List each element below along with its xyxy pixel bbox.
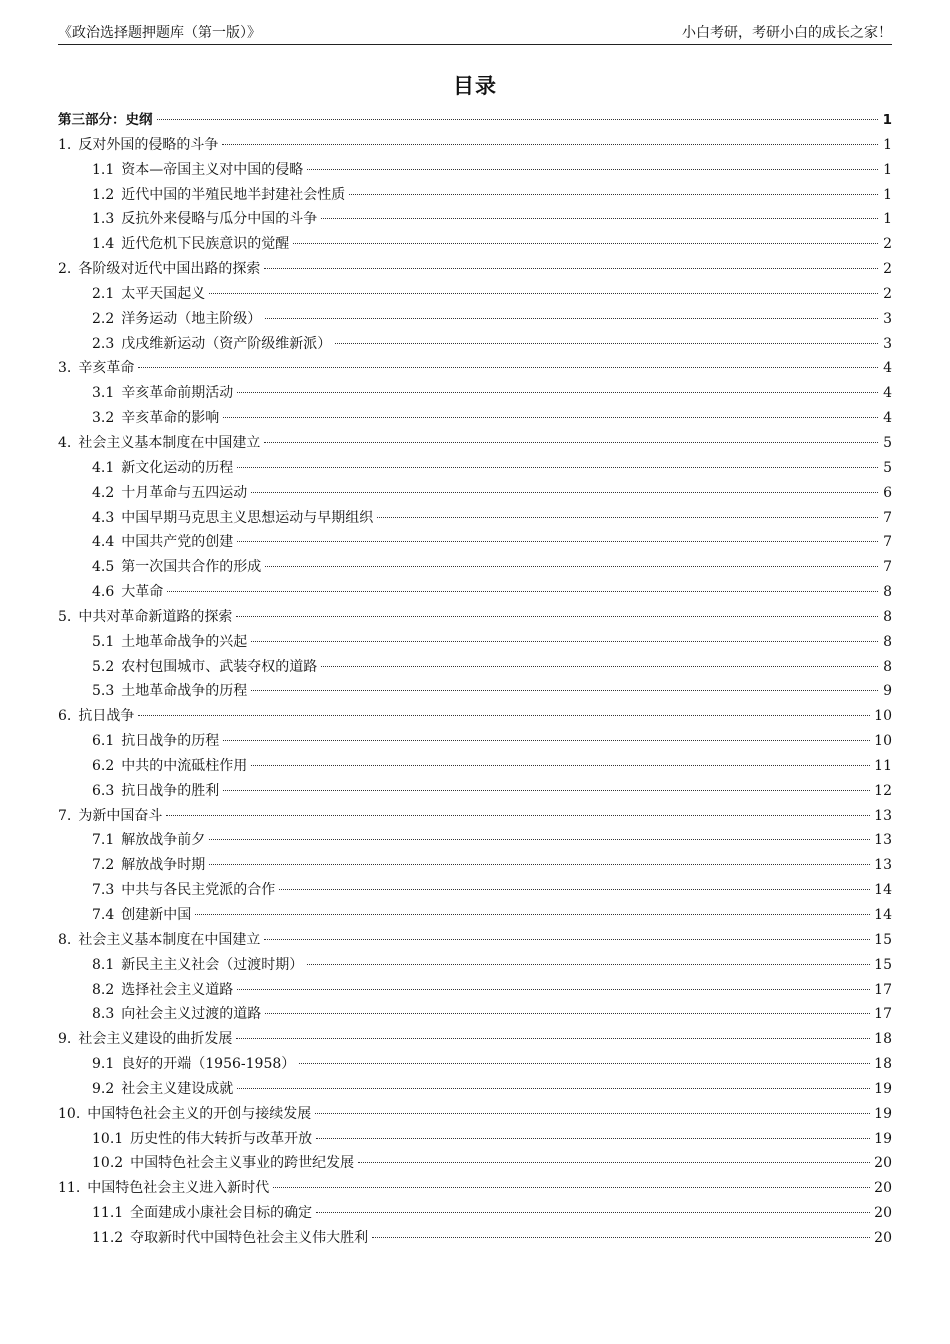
toc-entry-label: 中共对革命新道路的探索 [78,608,233,625]
toc-entry-number: 8.2 [92,981,115,998]
toc-page-number: 10 [874,733,892,750]
toc-entry-number: 2.1 [92,285,115,302]
page-title: 目录 [453,74,497,98]
toc-entry-label: 中共与各民主党派的合作 [121,882,276,899]
toc-entry-label: 新民主主义社会（过渡时期） [121,956,304,973]
toc-page-number: 18 [874,1056,892,1073]
toc-section-entry[interactable] [58,207,892,232]
toc-section-entry[interactable] [58,903,892,928]
toc-page-number: 13 [874,807,892,824]
toc-entry-number: 6.3 [92,782,115,799]
toc-dot-leader [237,541,878,542]
toc-chapter-entry[interactable] [58,704,892,729]
toc-page-number: 20 [874,1205,892,1222]
toc-section-entry[interactable] [58,655,892,680]
toc-entry-number: 1. [58,136,72,153]
toc-entry-label: 中国特色社会主义事业的跨世纪发展 [130,1155,355,1172]
toc-entry-label: 太平天国起义 [121,285,206,302]
toc-page-number: 1 [883,186,892,203]
toc-entry-label: 辛亥革命的影响 [121,410,220,427]
toc-entry-number: 5.2 [92,658,115,675]
toc-page-number: 9 [883,683,892,700]
toc-entry-number: 4.6 [92,584,115,601]
toc-dot-leader [138,367,878,368]
toc-entry-label: 新文化运动的历程 [121,459,234,476]
toc-section-entry[interactable] [58,506,892,531]
toc-entry-label: 抗日战争的胜利 [121,782,220,799]
toc-section-entry[interactable] [58,679,892,704]
toc-dot-leader [307,169,878,170]
toc-entry-number: 4.2 [92,484,115,501]
toc-page-number: 10 [874,708,892,725]
toc-page-number: 8 [883,658,892,675]
toc-section-entry[interactable] [58,183,892,208]
toc-dot-leader [209,293,878,294]
toc-dot-leader [265,318,878,319]
toc-page-number: 8 [883,584,892,601]
toc-section-entry[interactable] [58,953,892,978]
toc-entry-label: 解放战争前夕 [121,832,206,849]
toc-entry-label: 选择社会主义道路 [121,981,234,998]
toc-page-number: 7 [883,559,892,576]
toc-entry-number: 9.2 [92,1080,115,1097]
toc-dot-leader [316,1212,870,1213]
toc-entry-number: 5. [58,608,72,625]
toc-chapter-entry[interactable] [58,1176,892,1201]
toc-entry-number: 2.2 [92,310,115,327]
toc-entry-number: 10. [58,1105,81,1122]
toc-entry-label: 抗日战争的历程 [121,733,220,750]
toc-entry-label: 社会主义建设成就 [121,1080,234,1097]
toc-entry-number: 2. [58,261,72,278]
toc-entry-label: 夺取新时代中国特色社会主义伟大胜利 [130,1229,369,1246]
toc-entry-number: 7.3 [92,882,115,899]
toc-entry-label: 土地革命战争的兴起 [121,633,248,650]
toc-dot-leader [358,1162,870,1163]
toc-entry-number: 10.1 [92,1130,124,1147]
toc-section-entry[interactable] [58,978,892,1003]
toc-dot-leader [273,1187,870,1188]
toc-page-number: 1 [883,211,892,228]
toc-section-entry[interactable] [58,828,892,853]
toc-dot-leader [321,666,878,667]
toc-entry-label: 社会主义基本制度在中国建立 [78,434,261,451]
toc-entry-label: 中国特色社会主义的开创与接续发展 [87,1105,312,1122]
toc-entry-number: 9.1 [92,1056,115,1073]
toc-page-number: 14 [874,907,892,923]
toc-dot-leader [349,194,878,195]
toc-dot-leader [195,914,870,915]
toc-page-number: 3 [883,310,892,327]
toc-section-entry[interactable] [58,729,892,754]
toc-dot-leader [237,467,878,468]
toc-page-number: 18 [874,1031,892,1048]
toc-entry-number: 4.3 [92,509,115,526]
toc-page-number: 14 [874,882,892,899]
toc-entry-label: 十月革命与五四运动 [121,484,248,501]
toc-dot-leader [264,939,870,940]
toc-section-entry[interactable] [58,754,892,779]
toc-section-entry[interactable] [58,555,892,580]
toc-section-entry[interactable] [58,580,892,605]
toc-dot-leader [264,268,878,269]
toc-entry-label: 反对外国的侵略的斗争 [78,136,219,153]
toc-dot-leader [321,218,878,219]
toc-entry-label: 向社会主义过渡的道路 [121,1006,262,1023]
toc-entry-number: 6. [58,708,72,725]
toc-page-number: 19 [874,1080,892,1097]
toc-page-number: 19 [874,1105,892,1122]
toc-chapter-entry[interactable] [58,257,892,282]
toc-page-number: 17 [874,981,892,998]
toc-entry-label: 近代中国的半殖民地半封建社会性质 [121,186,346,203]
toc-entry-label: 社会主义建设的曲折发展 [78,1031,233,1048]
toc-page-number: 13 [874,832,892,849]
toc-entry-label: 历史性的伟大转折与改革开放 [130,1130,313,1147]
toc-dot-leader [307,964,870,965]
toc-entry-label: 第一次国共合作的形成 [121,559,262,576]
toc-entry-number: 11.2 [92,1229,124,1246]
header-slogan: 小白考研，考研小白的成长之家！ [682,25,892,41]
toc-page-number: 1 [883,161,892,178]
toc-page-number: 5 [883,434,892,451]
toc-dot-leader [237,989,870,990]
toc-entry-label: 为新中国奋斗 [78,807,163,824]
toc-entry-number: 11.1 [92,1205,124,1222]
toc-dot-leader [293,243,878,244]
toc-page-number: 8 [883,608,892,625]
toc-dot-leader [251,690,878,691]
toc-entry-number: 5.1 [92,633,115,650]
toc-entry-label: 洋务运动（地主阶级） [121,310,262,327]
toc-entry-label: 抗日战争 [78,708,135,725]
toc-entry-label: 各阶级对近代中国出路的探索 [78,261,261,278]
toc-page-number: 20 [874,1180,892,1197]
toc-page-number: 3 [883,335,892,352]
toc-section-entry[interactable] [58,1226,892,1251]
toc-page-number: 15 [874,931,892,948]
toc-entry-number: 6.1 [92,733,115,750]
toc-entry-label: 创建新中国 [121,907,192,923]
toc-page-number: 4 [883,360,892,377]
header-book-title: 《政治选择题押题库（第一版）》 [58,25,261,41]
toc-section-entry[interactable] [58,878,892,903]
toc-entry-number: 3. [58,360,72,377]
toc-entry-label: 中共的中流砥柱作用 [121,757,248,774]
toc-entry-label: 近代危机下民族意识的觉醒 [121,236,290,253]
toc-entry-label: 中国早期马克思主义思想运动与早期组织 [121,509,374,526]
toc-chapter-entry[interactable] [58,431,892,456]
toc-dot-leader [316,1138,870,1139]
toc-dot-leader [236,1038,870,1039]
toc-entry-number: 1.2 [92,186,115,203]
toc-page-number: 1 [883,136,892,153]
toc-page-number: 2 [883,236,892,253]
toc-entry-label: 土地革命战争的历程 [121,683,248,700]
toc-page-number: 17 [874,1006,892,1023]
toc-section-entry[interactable] [58,307,892,332]
toc-entry-number: 4.1 [92,459,115,476]
toc-dot-leader [209,864,870,865]
toc-entry-label: 辛亥革命 [78,360,135,377]
toc-entry-number: 1.1 [92,161,115,178]
toc-chapter-entry[interactable] [58,1102,892,1127]
toc-dot-leader [222,144,878,145]
toc-dot-leader [315,1113,870,1114]
toc-page-number: 6 [883,484,892,501]
toc-entry-number: 10.2 [92,1155,124,1172]
toc-entry-number: 4.4 [92,534,115,551]
toc-entry-number: 3.1 [92,385,115,402]
toc-entry-label: 大革命 [121,584,164,601]
toc-section-entry[interactable] [58,853,892,878]
toc-dot-leader [223,417,878,418]
toc-section-entry[interactable] [58,332,892,357]
table-of-contents [58,108,892,1251]
toc-section-entry[interactable] [58,779,892,804]
toc-page-number: 7 [883,534,892,551]
toc-entry-number: 5.3 [92,683,115,700]
toc-dot-leader [251,492,878,493]
toc-page-number: 20 [874,1155,892,1172]
toc-dot-leader [335,343,878,344]
toc-dot-leader [223,790,870,791]
toc-dot-leader [299,1063,870,1064]
toc-entry-label: 第三部分：史纲 [58,112,153,128]
toc-entry-number: 4.5 [92,559,115,576]
toc-page-number: 11 [874,757,892,774]
toc-section-entry[interactable] [58,1052,892,1077]
toc-page-number: 15 [874,956,892,973]
toc-dot-leader [251,765,870,766]
toc-dot-leader [372,1237,870,1238]
toc-page-number: 1 [882,112,892,128]
toc-entry-number: 8. [58,931,72,948]
toc-entry-number: 9. [58,1031,72,1048]
toc-chapter-entry[interactable] [58,356,892,381]
toc-entry-label: 社会主义基本制度在中国建立 [78,931,261,948]
toc-entry-label: 反抗外来侵略与瓜分中国的斗争 [121,211,318,228]
toc-entry-number: 4. [58,434,72,451]
toc-entry-number: 7. [58,807,72,824]
toc-dot-leader [223,740,870,741]
toc-chapter-entry[interactable] [58,605,892,630]
toc-entry-label: 解放战争时期 [121,857,206,874]
toc-entry-number: 7.4 [92,907,115,923]
page-header [58,22,892,45]
toc-section-entry[interactable] [58,630,892,655]
toc-chapter-entry[interactable] [58,133,892,158]
toc-dot-leader [237,1088,870,1089]
toc-page-number: 2 [883,261,892,278]
toc-page-number: 13 [874,857,892,874]
toc-dot-leader [209,839,870,840]
toc-chapter-entry[interactable] [58,1027,892,1052]
toc-dot-leader [265,566,878,567]
toc-entry-number: 3.2 [92,410,115,427]
toc-page-number: 8 [883,633,892,650]
toc-dot-leader [264,442,878,443]
toc-page-number: 4 [883,385,892,402]
toc-page-number: 7 [883,509,892,526]
toc-page-number: 2 [883,285,892,302]
toc-entry-label: 辛亥革命前期活动 [121,385,234,402]
toc-dot-leader [251,641,878,642]
toc-chapter-entry[interactable] [58,804,892,829]
toc-entry-label: 良好的开端（1956-1958） [121,1056,296,1073]
toc-entry-label: 资本—帝国主义对中国的侵略 [121,161,304,178]
toc-section-entry[interactable] [58,530,892,555]
toc-entry-label: 全面建成小康社会目标的确定 [130,1205,313,1222]
toc-section-entry[interactable] [58,481,892,506]
toc-entry-label: 农村包围城市、武装夺权的道路 [121,658,318,675]
toc-entry-label: 戊戌维新运动（资产阶级维新派） [121,335,332,352]
toc-dot-leader [138,715,870,716]
toc-page-number: 4 [883,410,892,427]
toc-dot-leader [236,616,878,617]
toc-section-entry[interactable] [58,1077,892,1102]
toc-part-heading[interactable] [58,108,892,133]
toc-section-entry[interactable] [58,1201,892,1226]
toc-entry-number: 11. [58,1180,81,1197]
toc-section-entry[interactable] [58,381,892,406]
toc-page-number: 12 [874,782,892,799]
toc-dot-leader [265,1013,870,1014]
toc-dot-leader [377,517,878,518]
toc-dot-leader [279,889,870,890]
toc-page-number: 19 [874,1130,892,1147]
toc-entry-number: 1.3 [92,211,115,228]
toc-section-entry[interactable] [58,282,892,307]
toc-entry-number: 8.3 [92,1006,115,1023]
toc-section-entry[interactable] [58,1151,892,1176]
toc-section-entry[interactable] [58,158,892,183]
toc-page-number: 20 [874,1229,892,1246]
toc-section-entry[interactable] [58,1002,892,1027]
toc-entry-label: 中国特色社会主义进入新时代 [87,1180,270,1197]
toc-section-entry[interactable] [58,232,892,257]
toc-entry-number: 1.4 [92,236,115,253]
toc-entry-number: 6.2 [92,757,115,774]
toc-chapter-entry[interactable] [58,928,892,953]
toc-dot-leader [237,392,878,393]
toc-section-entry[interactable] [58,456,892,481]
toc-section-entry[interactable] [58,1127,892,1152]
toc-entry-label: 中国共产党的创建 [121,534,234,551]
toc-dot-leader [157,119,879,120]
toc-dot-leader [167,591,878,592]
toc-page-number: 5 [883,459,892,476]
toc-entry-number: 7.1 [92,832,115,849]
toc-section-entry[interactable] [58,406,892,431]
toc-entry-number: 7.2 [92,857,115,874]
toc-dot-leader [166,815,870,816]
toc-entry-number: 8.1 [92,956,115,973]
toc-entry-number: 2.3 [92,335,115,352]
